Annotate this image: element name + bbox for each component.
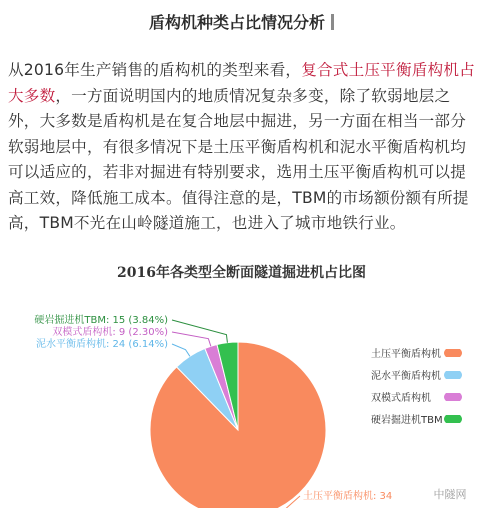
paragraph-part-2: ，一方面说明国内的地质情况复杂多变，除了软弱地层之外，大多数是盾构机是在复合地层中掘进，另一方面在相当一部分软弱地层中，有很多情况下是土压平衡盾构机和泥水平衡盾构机均可以适应的，若非对掘进有特别要求，选用土压平衡盾构机可以提高工效，降低施工成本。值得注意的是，TBM的市场额份额有所提高，TBM不光在山岭隧道施工，也进入了城市地铁行业。 [8,86,469,232]
legend-swatch-1 [444,349,462,357]
legend-swatch-3 [444,393,462,401]
slice-label-3: 双模式盾构机: 9 (2.30%) [52,327,168,338]
legend-label-1: 土压平衡盾构机 [371,349,441,360]
legend-label-4: 硬岩掘进机TBM [371,415,443,426]
legend-label-3: 双模式盾构机 [371,393,431,404]
legend-swatch-4 [444,415,462,423]
slice-label-4: 硬岩掘进机TBM: 15 (3.84%) [34,315,168,326]
watermark-text: 中隧网 [433,488,467,501]
slice-label-1: 土压平衡盾构机: 34 [303,491,393,502]
legend-swatch-2 [444,371,462,379]
leader-line-4 [172,320,227,343]
paragraph-part-1: 从2016年生产销售的盾构机的类型来看， [8,61,302,79]
cursor-bar [331,14,334,30]
legend-label-2: 泥水平衡盾构机 [371,371,441,382]
leader-line-3 [172,332,211,346]
heading-text: 盾构机种类占比情况分析 [148,13,325,32]
leader-line-2 [172,344,190,356]
pie-chart [0,290,483,508]
chart-title: 2016年各类型全断面隧道掘进机占比图 [117,265,366,281]
article-heading [0,10,483,33]
paragraph-highlight: 复合式土压平衡盾构机占大多数 [8,61,475,105]
article-paragraph [8,58,476,237]
slice-label-2: 泥水平衡盾构机: 24 (6.14%) [35,339,168,350]
